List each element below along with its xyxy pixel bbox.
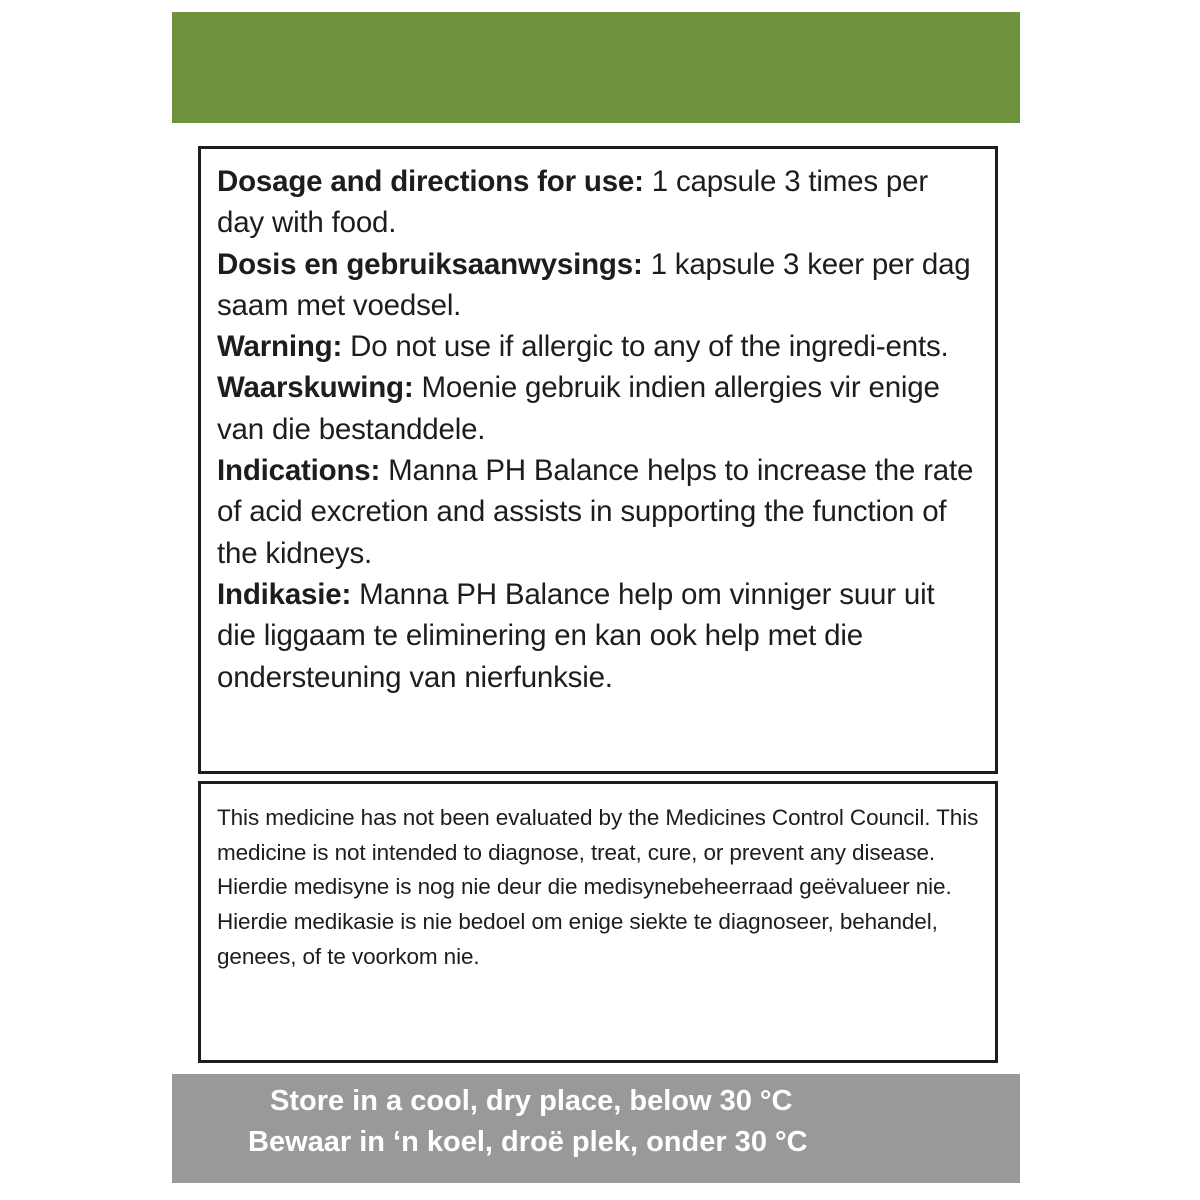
indications-paragraph bbox=[217, 450, 979, 574]
dosage-heading: Dosage and directions for use: bbox=[217, 165, 644, 198]
disclaimer-english: This medicine has not been evaluated by the Medicines Control Council. This medicine is not intended to diagnose, treat, cure, or prevent any disease. bbox=[217, 805, 979, 865]
storage-afrikaans: Bewaar in ‘n koel, droë plek, onder 30 °C bbox=[248, 1126, 808, 1158]
dosis-paragraph bbox=[217, 244, 979, 327]
disclaimer-afrikaans: Hierdie medisyne is nog nie deur die medisynebeheerraad geëvalueer nie. Hierdie medikasie is nie bedoel om enige siekte te diagnoseer, behandel, genees, of te voorkom nie. bbox=[217, 874, 952, 969]
header-color-band bbox=[172, 12, 1020, 123]
indications-heading: Indications: bbox=[217, 454, 381, 488]
waarskuwing-heading: Waarskuwing: bbox=[217, 371, 414, 405]
warning-heading: Warning: bbox=[217, 330, 343, 364]
warning-text: Do not use if allergic to any of the ingredi-ents. bbox=[342, 330, 949, 364]
indications-text: Manna PH Balance helps to increase the rate of acid excretion and assists in supporting the function of the kidneys. bbox=[217, 454, 974, 570]
dosis-heading: Dosis en gebruiksaanwysings: bbox=[217, 247, 643, 281]
indikasie-paragraph bbox=[217, 574, 979, 698]
dosage-paragraph bbox=[217, 161, 979, 244]
directions-box bbox=[198, 146, 998, 774]
dosis-text: 1 kapsule 3 keer per dag saam met voedsel. bbox=[217, 247, 971, 322]
disclaimer-box bbox=[198, 781, 998, 1063]
waarskuwing-paragraph bbox=[217, 367, 979, 450]
indikasie-text: Manna PH Balance help om vinniger suur uit die liggaam te eliminering en kan ook help met die ondersteuning van nierfunksie. bbox=[217, 577, 935, 694]
waarskuwing-text: Moenie gebruik indien allergies vir enige van die bestanddele. bbox=[217, 371, 940, 446]
storage-english: Store in a cool, dry place, below 30 °C bbox=[270, 1085, 793, 1117]
dosage-text: 1 capsule 3 times per day with food. bbox=[217, 165, 928, 240]
warning-paragraph bbox=[217, 326, 979, 367]
storage-band bbox=[172, 1074, 1020, 1183]
indikasie-heading: Indikasie: bbox=[217, 577, 352, 611]
